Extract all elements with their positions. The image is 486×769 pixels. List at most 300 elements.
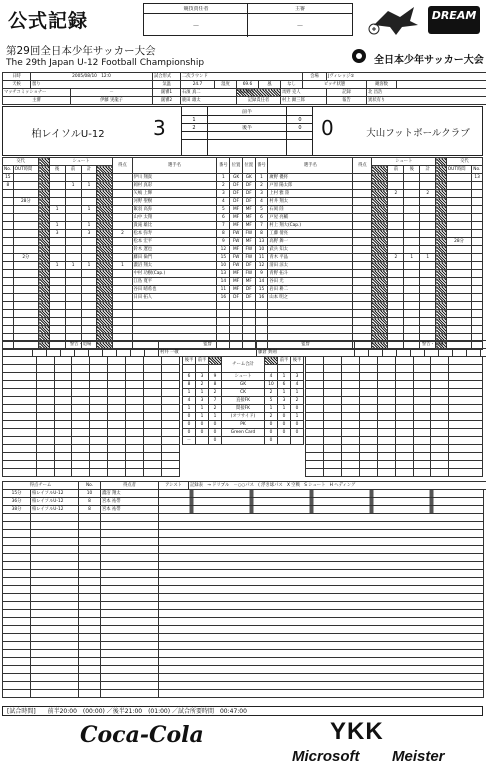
home-player-pos: DF: [230, 182, 243, 190]
card-cell: [3, 453, 37, 461]
goal-scorer: [101, 514, 159, 522]
home-sub-no: [3, 214, 14, 222]
card-cell: [341, 389, 359, 397]
away-goal-cell: [353, 182, 372, 190]
away-sub-time: [446, 302, 471, 310]
away-sub-no: 13: [472, 174, 483, 182]
away-sub-no: [472, 214, 483, 222]
card-cell: [359, 453, 377, 461]
home-shot-cell: 1: [81, 222, 97, 230]
home-shot-cell: [49, 214, 65, 222]
home-spacer: [39, 310, 50, 318]
card-cell: [323, 389, 341, 397]
away-shot-cell: [404, 270, 420, 278]
card-cell: [126, 373, 144, 381]
home-player-num: [217, 302, 230, 310]
home-player-name: 松本 弥寿: [132, 230, 217, 238]
home-shot-cell: [49, 246, 65, 254]
card-cell: [323, 421, 341, 429]
goal-process: [159, 514, 484, 522]
stats-home-total: 8: [209, 381, 222, 389]
away-player-num: [255, 318, 268, 326]
home-spacer2: [97, 206, 113, 214]
away-spacer2: [436, 222, 447, 230]
stats-label: GK: [222, 381, 265, 389]
away-goal-cell: [353, 222, 372, 230]
card-cell: [306, 453, 324, 461]
goal-process: [159, 610, 484, 618]
away-shot-cell: 1: [420, 254, 436, 262]
home-team-name: 柏レイソルU-12: [31, 129, 105, 140]
away-spacer: [372, 214, 388, 222]
away-spacer: [372, 230, 388, 238]
goal-process: [159, 594, 484, 602]
card-cell: [126, 397, 144, 405]
home-shot-cell: [81, 310, 97, 318]
card-row: [306, 397, 483, 405]
card-cell: [449, 357, 483, 365]
away-player-num: 14: [255, 278, 268, 286]
home-shot-cell: [49, 182, 65, 190]
stats-away-h1: 0: [278, 421, 291, 429]
stats-label: 直接FK: [222, 397, 265, 405]
home-sub-no: [3, 326, 14, 334]
stats-away-h2: 3: [291, 373, 304, 381]
stats-label: 間接FK: [222, 405, 265, 413]
away-sub-time: [446, 190, 471, 198]
home-player-name: [132, 310, 217, 318]
home-goal-cell: [113, 302, 132, 310]
away-shot-cell: [404, 310, 420, 318]
card-cell: [377, 381, 395, 389]
fourth-label: 第4審判: [237, 89, 281, 97]
away-sub-header: 交代: [446, 158, 482, 166]
sponsor-microsoft-logo: [292, 748, 360, 765]
away-shot-cell: [404, 238, 420, 246]
goal-team: [31, 626, 79, 634]
roster-row: [3, 286, 483, 294]
away-goals-header: 得点: [353, 158, 372, 174]
card-cell: [108, 397, 126, 405]
card-row: [3, 469, 180, 477]
card-cell: [72, 461, 90, 469]
goal-no: [79, 642, 101, 650]
first-half-time: 前半20:00 (00:00): [47, 708, 105, 715]
date-label: 日時: [3, 73, 31, 81]
card-cell: [36, 461, 54, 469]
card-cell: [90, 381, 108, 389]
card-row: [3, 389, 180, 397]
goal-row: [3, 490, 484, 498]
home-sub-no: [3, 198, 14, 206]
goal-row: [3, 530, 484, 538]
card-cell: [395, 397, 413, 405]
card-cell: [413, 405, 431, 413]
away-player-name: [268, 318, 353, 326]
home-shot-cell: [81, 174, 97, 182]
goal-no: [79, 666, 101, 674]
card-cell: [126, 445, 144, 453]
away-shot-cell: [420, 270, 436, 278]
away-coach-name: 藤倉 典則: [257, 349, 355, 357]
card-cell: [36, 469, 54, 477]
goal-process: [159, 522, 484, 530]
sponsor-ykk-logo: [330, 718, 384, 746]
card-cell: [413, 373, 431, 381]
referee-box: [143, 3, 353, 36]
goal-scorer: [101, 554, 159, 562]
away-shot-cell: [404, 302, 420, 310]
home-goal-cell: [113, 190, 132, 198]
home-player-num: 4: [217, 198, 230, 206]
away-spacer2: [436, 310, 447, 318]
goal-process: [159, 498, 484, 506]
stats-away-h2: 0: [291, 421, 304, 429]
card-cell: [449, 461, 483, 469]
home-goal-cell: [113, 206, 132, 214]
away-spacer2: [436, 254, 447, 262]
goal-time: [3, 554, 31, 562]
home-player-num: 7: [217, 222, 230, 230]
goal-team: [31, 530, 79, 538]
away-shot-cell: [404, 182, 420, 190]
away-sub-no: [472, 262, 483, 270]
card-cell: [413, 397, 431, 405]
card-cell: [72, 389, 90, 397]
home-player-num: [217, 310, 230, 318]
card-cell: [413, 421, 431, 429]
home-goal-cell: [113, 318, 132, 326]
away-spacer: [372, 254, 388, 262]
goal-row: [3, 610, 484, 618]
score-box: [2, 106, 483, 156]
home-spacer2: [97, 214, 113, 222]
home-sub-no: [3, 230, 14, 238]
home-shot-cell: [49, 326, 65, 334]
card-cell: [449, 365, 483, 373]
away-sub-time: [446, 294, 471, 302]
card-cell: [54, 389, 72, 397]
goal-time: [3, 674, 31, 682]
away-player-name: 村上 翔大(Cap.): [268, 222, 353, 230]
goals-rows: [2, 489, 484, 698]
home-shot-cell: [65, 326, 81, 334]
card-cell: [54, 421, 72, 429]
card-cell: [359, 381, 377, 389]
home-spacer2: [97, 286, 113, 294]
card-cell: [144, 421, 162, 429]
home-shot-cell: 1: [49, 222, 65, 230]
chief-value: －: [296, 22, 304, 30]
stats-row: [183, 429, 304, 437]
card-cell: [359, 461, 377, 469]
home-shot-cell: [49, 238, 65, 246]
goal-no: [79, 602, 101, 610]
chief-ref-label: 主審: [3, 97, 71, 105]
card-cell: [162, 469, 180, 477]
card-cell: [54, 437, 72, 445]
home-sub-no: [3, 246, 14, 254]
card-cell: [3, 373, 37, 381]
goal-time: [3, 626, 31, 634]
away-sub-no: [472, 286, 483, 294]
card-row: [306, 413, 483, 421]
stats-away-h2: 4: [291, 381, 304, 389]
stats-header-a1: 前半: [278, 357, 291, 365]
home-second-score: 2: [192, 125, 196, 131]
away-spacer: [372, 326, 388, 334]
goal-time: [3, 538, 31, 546]
goal-time: 15分: [3, 490, 31, 498]
card-cell: [359, 429, 377, 437]
home-goal-cell: [113, 278, 132, 286]
home-player-name: 江島 寛平: [132, 278, 217, 286]
away-sub-time: [446, 310, 471, 318]
goal-time: [3, 682, 31, 690]
roster-row: [3, 190, 483, 198]
card-cell: [359, 373, 377, 381]
home-player-name: 山中 太翔: [132, 214, 217, 222]
home-sub-time: [13, 238, 38, 246]
report-label: 報告: [327, 97, 367, 105]
away-shot-total-header: 計: [420, 166, 436, 174]
home-spacer: [39, 270, 50, 278]
stats-label: PK: [222, 421, 265, 429]
stats-away-h1: 0: [278, 429, 291, 437]
home-sub-time: [13, 222, 38, 230]
away-goal-cell: [353, 286, 372, 294]
away-player-pos: MF: [242, 206, 255, 214]
home-sub-time: [13, 190, 38, 198]
goal-no: [79, 658, 101, 666]
stats-home-h1: 3: [196, 373, 209, 381]
home-sub-no: [3, 254, 14, 262]
card-cell: [72, 421, 90, 429]
card-row: [3, 357, 180, 365]
home-sub-time: [13, 294, 38, 302]
card-cell: [341, 381, 359, 389]
card-cell: [108, 405, 126, 413]
stats-home-h1: 1: [196, 405, 209, 413]
goal-scorer: [101, 538, 159, 546]
away-sub-no: [472, 302, 483, 310]
card-cell: [144, 413, 162, 421]
away-sub-no: [472, 238, 483, 246]
goal-row: [3, 586, 484, 594]
card-cell: [36, 429, 54, 437]
second-half-time: ／後半21:00 (01:00): [106, 708, 171, 715]
goal-time: [3, 546, 31, 554]
home-shot-cell: [65, 214, 81, 222]
home-spacer: [39, 318, 50, 326]
wind-label: 風: [259, 81, 281, 89]
goal-no: [79, 522, 101, 530]
away-player-num: 9: [255, 270, 268, 278]
home-shot-cell: [65, 310, 81, 318]
card-cell: [72, 429, 90, 437]
card-cell: [126, 405, 144, 413]
goal-process: [159, 674, 484, 682]
card-cell: [323, 373, 341, 381]
away-shot-cell: [420, 174, 436, 182]
away-shots-header: シュート: [372, 158, 436, 166]
card-cell: [431, 373, 449, 381]
away-shot-first-header: 前: [388, 166, 404, 174]
away-player-pos: DF: [242, 182, 255, 190]
away-player-num: 7: [255, 222, 268, 230]
away-sub-no: [472, 198, 483, 206]
card-cell: [395, 429, 413, 437]
weather-value: 曇り: [31, 81, 153, 89]
card-cell: [449, 437, 483, 445]
card-cell: [306, 429, 324, 437]
goal-team: [31, 618, 79, 626]
goal-row: [3, 514, 484, 522]
away-player-num: 1: [255, 174, 268, 182]
referee-value: －: [192, 22, 200, 30]
home-shot-cell: 3: [81, 230, 97, 238]
home-shot-cell: 1: [81, 262, 97, 270]
goal-no: [79, 626, 101, 634]
goal-no: [79, 530, 101, 538]
card-cell: [162, 397, 180, 405]
goal-scorer: [101, 610, 159, 618]
temp-value: 24.7: [181, 81, 215, 89]
card-cell: [36, 405, 54, 413]
card-cell: [90, 421, 108, 429]
stats-away-h2: 0: [291, 405, 304, 413]
card-cell: [90, 437, 108, 445]
home-shot-cell: [81, 278, 97, 286]
stats-home-h2: 1: [183, 389, 196, 397]
goal-no: [79, 570, 101, 578]
away-player-num: 11: [255, 254, 268, 262]
roster-row: [3, 214, 483, 222]
away-sub-no: [472, 246, 483, 254]
away-shot-cell: [404, 230, 420, 238]
card-cell: [413, 357, 431, 365]
goal-process: [159, 602, 484, 610]
event-logo-text: 全日本少年サッカー大会: [374, 55, 484, 66]
away-player-pos: FW: [242, 254, 255, 262]
goals-team-header: 得点チーム: [3, 482, 79, 490]
card-cell: [377, 453, 395, 461]
stats-label: Green Card: [222, 429, 265, 437]
card-cell: [359, 389, 377, 397]
away-goal-cell: [353, 174, 372, 182]
home-sub-time: [13, 182, 38, 190]
goal-time: [3, 562, 31, 570]
away-shot-cell: [404, 174, 420, 182]
home-player-name: 日田 拓人: [132, 294, 217, 302]
pitch-label: ピッチ状態: [303, 81, 367, 89]
card-cell: [449, 397, 483, 405]
away-shot-cell: [404, 190, 420, 198]
card-cell: [395, 445, 413, 453]
away-sub-no: [472, 278, 483, 286]
away-sub-time: [446, 262, 471, 270]
roster-row: [3, 174, 483, 182]
card-cell: [413, 461, 431, 469]
stats-label: シュート: [222, 373, 265, 381]
away-goal-cell: [353, 326, 372, 334]
goal-scorer: [101, 546, 159, 554]
card-cell: [306, 421, 324, 429]
card-cell: [54, 357, 72, 365]
card-cell: [3, 429, 37, 437]
away-shot-cell: [404, 262, 420, 270]
home-sub-time: [13, 206, 38, 214]
goal-row: [3, 658, 484, 666]
card-cell: [108, 413, 126, 421]
home-player-num: [217, 326, 230, 334]
home-spacer2: [97, 262, 113, 270]
card-cell: [341, 405, 359, 413]
home-sub-no: 15: [3, 174, 14, 182]
goal-team: [31, 578, 79, 586]
card-cell: [108, 429, 126, 437]
home-player-num: 6: [217, 214, 230, 222]
home-shot-cell: [65, 286, 81, 294]
goal-scorer: [101, 594, 159, 602]
away-shot-cell: [404, 206, 420, 214]
stats-away-total: 0: [265, 421, 278, 429]
card-cell: [36, 453, 54, 461]
home-player-name: 鈴木 遼也: [132, 246, 217, 254]
stats-home-h1: 1: [196, 413, 209, 421]
commissioner-label: マッチコミッショナー: [3, 89, 71, 97]
card-cell: [90, 429, 108, 437]
away-player-num: 13: [255, 238, 268, 246]
home-shot-cell: [65, 174, 81, 182]
ar1-label: 副審1: [153, 89, 181, 97]
card-row: [306, 461, 483, 469]
card-cell: [3, 405, 37, 413]
humid-label: 湿度: [215, 81, 237, 89]
away-shot-cell: [388, 174, 404, 182]
home-shot-cell: [65, 318, 81, 326]
goal-no: [79, 610, 101, 618]
goal-no: [79, 674, 101, 682]
sponsor-ykk-text: YKK: [330, 718, 384, 745]
away-spacer: [372, 222, 388, 230]
goal-process: [159, 506, 484, 514]
home-shot-cell: [81, 286, 97, 294]
away-spacer2: [436, 238, 447, 246]
card-cell: [431, 381, 449, 389]
stats-away-h1: 1: [278, 373, 291, 381]
goal-time: [3, 658, 31, 666]
card-cell: [431, 421, 449, 429]
home-spacer2: [97, 182, 113, 190]
away-sub-time: [446, 278, 471, 286]
home-player-num: [217, 318, 230, 326]
goal-team: [31, 586, 79, 594]
card-row: [306, 373, 483, 381]
home-player-num: 14: [217, 278, 230, 286]
card-cell: [341, 445, 359, 453]
stats-away-h1: 1: [278, 405, 291, 413]
card-cell: [90, 445, 108, 453]
card-row: [306, 445, 483, 453]
second-half-label: 後半: [241, 125, 252, 131]
home-shot-cell: [49, 198, 65, 206]
home-shot-cell: [81, 246, 97, 254]
home-player-name: [132, 302, 217, 310]
away-spacer: [372, 198, 388, 206]
card-cell: [36, 421, 54, 429]
home-goal-cell: [113, 238, 132, 246]
